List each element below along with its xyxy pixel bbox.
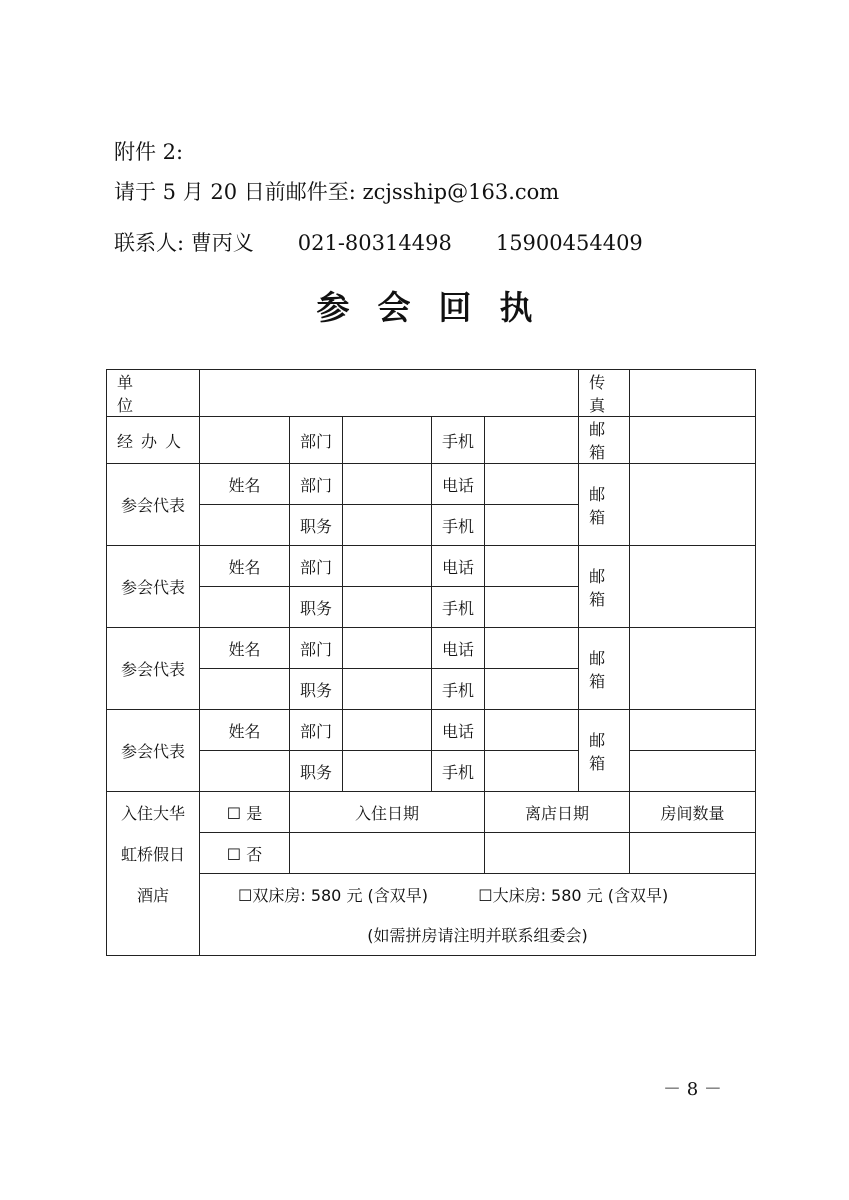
- delegate-dept-label: 部门: [290, 710, 343, 751]
- delegate-phone-label: 电话: [432, 710, 485, 751]
- contact-person: 联系人: 曹丙义: [114, 231, 254, 255]
- delegate-name-field[interactable]: [200, 505, 290, 546]
- delegate-name-field[interactable]: [200, 587, 290, 628]
- delegate-name-label: 姓名: [200, 628, 290, 669]
- delegate-phone-label: 电话: [432, 628, 485, 669]
- delegate-name-label: 姓名: [200, 546, 290, 587]
- delegate-phone-field[interactable]: [485, 628, 579, 669]
- delegate-dept-label: 部门: [290, 628, 343, 669]
- handler-mobile-field[interactable]: [485, 417, 579, 464]
- stay-yes-checkbox[interactable]: ☐ 是: [200, 792, 290, 833]
- delegate-label: 参会代表: [107, 628, 200, 710]
- hotel-label-line1: 入住大华: [107, 792, 200, 833]
- contact-line: [114, 227, 643, 257]
- delegate-dept-field[interactable]: [343, 710, 432, 751]
- delegate-dept-label: 部门: [290, 464, 343, 505]
- delegate-phone-field[interactable]: [485, 464, 579, 505]
- delegate-email-label: 邮箱: [579, 464, 630, 546]
- hotel-label-spacer: [107, 915, 200, 956]
- delegate-position-field[interactable]: [343, 587, 432, 628]
- delegate-position-label: 职务: [290, 505, 343, 546]
- delegate-phone-field[interactable]: [485, 710, 579, 751]
- twin-room-checkbox[interactable]: ☐双床房: 580 元 (含双早): [238, 885, 429, 905]
- hotel-label-line2: 虹桥假日: [107, 833, 200, 874]
- handler-mobile-label: 手机: [432, 417, 485, 464]
- hotel-label-line3: 酒店: [107, 874, 200, 915]
- page-number: － 8 －: [663, 1079, 722, 1100]
- email-instruction: 请于 5 月 20 日前邮件至: zcjsship@163.com: [114, 180, 560, 204]
- shared-room-note: (如需拼房请注明并联系组委会): [200, 915, 756, 956]
- handler-field[interactable]: [200, 417, 290, 464]
- king-room-checkbox[interactable]: ☐大床房: 580 元 (含双早): [478, 885, 669, 905]
- delegate-label: 参会代表: [107, 710, 200, 792]
- delegate-mobile-field[interactable]: [485, 587, 579, 628]
- delegate-mobile-label: 手机: [432, 505, 485, 546]
- handler-label: 经办人: [107, 417, 200, 464]
- checkin-date-label: 入住日期: [290, 792, 485, 833]
- delegate-email-label: 邮箱: [579, 628, 630, 710]
- delegate-label: 参会代表: [107, 546, 200, 628]
- unit-field[interactable]: [200, 370, 579, 417]
- checkout-date-label: 离店日期: [485, 792, 630, 833]
- delegate-email-field[interactable]: [630, 464, 756, 546]
- contact-mobile: 15900454409: [495, 231, 643, 255]
- delegate-mobile-label: 手机: [432, 587, 485, 628]
- unit-label: 单 位: [107, 370, 200, 417]
- delegate-phone-label: 电话: [432, 464, 485, 505]
- handler-email-label: 邮箱: [579, 417, 630, 464]
- room-count-label: 房间数量: [630, 792, 756, 833]
- stay-no-checkbox[interactable]: ☐ 否: [200, 833, 290, 874]
- delegate-email-label: 邮箱: [579, 710, 630, 792]
- delegate-position-field[interactable]: [343, 751, 432, 792]
- delegate-mobile-field[interactable]: [485, 669, 579, 710]
- delegate-mobile-label: 手机: [432, 751, 485, 792]
- checkin-date-field[interactable]: [290, 833, 485, 874]
- checkout-date-field[interactable]: [485, 833, 630, 874]
- delegate-name-field[interactable]: [200, 669, 290, 710]
- delegate-position-label: 职务: [290, 587, 343, 628]
- delegate-phone-field[interactable]: [485, 546, 579, 587]
- delegate-email-field[interactable]: [630, 628, 756, 710]
- delegate-name-field[interactable]: [200, 751, 290, 792]
- fax-field[interactable]: [630, 370, 756, 417]
- delegate-email-label: 邮箱: [579, 546, 630, 628]
- delegate-mobile-field[interactable]: [485, 751, 579, 792]
- room-count-field[interactable]: [630, 833, 756, 874]
- delegate-name-label: 姓名: [200, 710, 290, 751]
- delegate-dept-field[interactable]: [343, 464, 432, 505]
- delegate-mobile-label: 手机: [432, 669, 485, 710]
- delegate-phone-label: 电话: [432, 546, 485, 587]
- attachment-label: 附件 2:: [114, 140, 184, 164]
- handler-dept-field[interactable]: [343, 417, 432, 464]
- delegate-email-field[interactable]: [630, 710, 756, 751]
- room-type-options: [200, 874, 756, 915]
- delegate-name-label: 姓名: [200, 464, 290, 505]
- delegate-email-field-2[interactable]: [630, 751, 756, 792]
- page-title: 参会回执: [316, 288, 561, 327]
- delegate-dept-field[interactable]: [343, 546, 432, 587]
- delegate-position-label: 职务: [290, 751, 343, 792]
- delegate-email-field[interactable]: [630, 546, 756, 628]
- handler-dept-label: 部门: [290, 417, 343, 464]
- registration-form: [106, 369, 756, 956]
- contact-phone: 021-80314498: [297, 231, 452, 255]
- fax-label: 传真: [579, 370, 630, 417]
- delegate-dept-label: 部门: [290, 546, 343, 587]
- delegate-position-field[interactable]: [343, 505, 432, 546]
- delegate-position-field[interactable]: [343, 669, 432, 710]
- handler-email-field[interactable]: [630, 417, 756, 464]
- delegate-position-label: 职务: [290, 669, 343, 710]
- delegate-mobile-field[interactable]: [485, 505, 579, 546]
- delegate-dept-field[interactable]: [343, 628, 432, 669]
- delegate-label: 参会代表: [107, 464, 200, 546]
